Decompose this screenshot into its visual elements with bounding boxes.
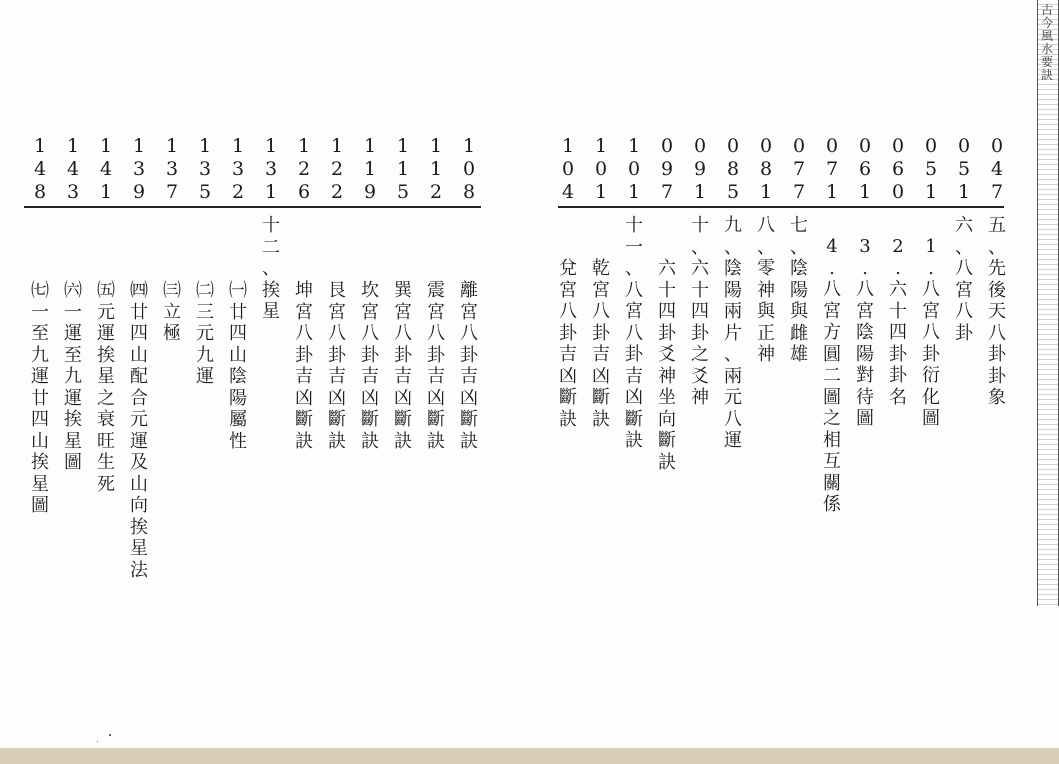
left-page-number: 1 4 8 (33, 135, 47, 203)
right-toc-entry: 乾 宮 八 卦 吉 凶 斷 訣 (592, 258, 610, 430)
decorative-border-strip (1037, 0, 1059, 606)
left-toc-entry: 十 二 、 挨 星 (262, 215, 280, 322)
right-page-number: 0 8 5 (726, 135, 740, 203)
left-page-number: 1 0 8 (462, 135, 476, 203)
right-page-number: 1 0 1 (627, 135, 641, 203)
running-header: 古 今 風 水 要 訣 (1040, 3, 1053, 82)
right-page-number: 0 5 1 (957, 135, 971, 203)
scan-bottom-band (0, 748, 1059, 764)
right-page-number: 0 4 7 (990, 135, 1004, 203)
right-toc-entry: 3 . 八 宮 陰 陽 對 待 圖 (856, 236, 874, 429)
right-toc-entry: 六 十 四 卦 爻 神 坐 向 斷 訣 (658, 258, 676, 473)
right-toc-entry: 七 、 陰 陽 與 雌 雄 (790, 215, 808, 365)
right-page-number: 0 7 1 (825, 135, 839, 203)
left-toc-entry: ㈡ 三 元 九 運 (196, 280, 214, 387)
left-page-number: 1 3 1 (264, 135, 278, 203)
print-speck (109, 734, 111, 736)
left-toc-entry: 坎 宮 八 卦 吉 凶 斷 訣 (361, 280, 379, 452)
right-page-number: 0 9 1 (693, 135, 707, 203)
left-toc-entry: 震 宮 八 卦 吉 凶 斷 訣 (427, 280, 445, 452)
right-toc-entry: 2 . 六 十 四 卦 卦 名 (889, 236, 907, 408)
right-toc-entry: 八 、 零 神 與 正 神 (757, 215, 775, 365)
right-page-number: 0 6 0 (891, 135, 905, 203)
left-page-rule (24, 206, 481, 208)
right-page-number: 0 8 1 (759, 135, 773, 203)
left-toc-entry: ㈢ 立 極 (163, 280, 181, 344)
right-toc-entry: 4 . 八 宮 方 圓 二 圖 之 相 互 關 係 (823, 236, 841, 515)
right-toc-entry: 十 、 六 十 四 卦 之 爻 神 (691, 215, 709, 408)
right-toc-entry: 六 、 八 宮 八 卦 (955, 215, 973, 344)
right-page-number: 0 5 1 (924, 135, 938, 203)
left-page-number: 1 3 2 (231, 135, 245, 203)
right-page-number: 0 9 7 (660, 135, 674, 203)
left-toc-entry: ㈠ 廿 四 山 陰 陽 屬 性 (229, 280, 247, 452)
left-toc-entry: ㈦ 一 至 九 運 廿 四 山 挨 星 圖 (31, 280, 49, 516)
left-toc-entry: ㈣ 廿 四 山 配 合 元 運 及 山 向 挨 星 法 (130, 280, 148, 581)
left-toc-entry: 艮 宮 八 卦 吉 凶 斷 訣 (328, 280, 346, 452)
right-page-number: 1 0 1 (594, 135, 608, 203)
print-speck (97, 741, 98, 742)
right-page-number: 0 7 7 (792, 135, 806, 203)
left-toc-entry: 巽 宮 八 卦 吉 凶 斷 訣 (394, 280, 412, 452)
right-toc-entry: 1 . 八 宮 八 卦 衍 化 圖 (922, 236, 940, 429)
left-page-number: 1 4 3 (66, 135, 80, 203)
left-page-number: 1 1 9 (363, 135, 377, 203)
left-page-number: 1 2 2 (330, 135, 344, 203)
right-toc-entry: 兌 宮 八 卦 吉 凶 斷 訣 (559, 258, 577, 430)
right-page-number: 0 6 1 (858, 135, 872, 203)
right-toc-entry: 十 一 、 八 宮 八 卦 吉 凶 斷 訣 (625, 215, 643, 451)
left-toc-entry: 離 宮 八 卦 吉 凶 斷 訣 (460, 280, 478, 452)
left-page-number: 1 4 1 (99, 135, 113, 203)
right-page-number: 1 0 4 (561, 135, 575, 203)
left-page-number: 1 1 5 (396, 135, 410, 203)
left-toc-entry: ㈥ 一 運 至 九 運 挨 星 圖 (64, 280, 82, 473)
left-page-number: 1 3 7 (165, 135, 179, 203)
right-toc-entry: 九 、 陰 陽 兩 片 、 兩 元 八 運 (724, 215, 742, 451)
left-page-number: 1 2 6 (297, 135, 311, 203)
left-page-number: 1 3 9 (132, 135, 146, 203)
left-page-number: 1 3 5 (198, 135, 212, 203)
left-toc-entry: 坤 宮 八 卦 吉 凶 斷 訣 (295, 280, 313, 452)
right-toc-entry: 五 、 先 後 天 八 卦 卦 象 (988, 215, 1006, 408)
left-page-number: 1 1 2 (429, 135, 443, 203)
left-toc-entry: ㈤ 元 運 挨 星 之 衰 旺 生 死 (97, 280, 115, 495)
right-page-rule (558, 206, 1004, 208)
